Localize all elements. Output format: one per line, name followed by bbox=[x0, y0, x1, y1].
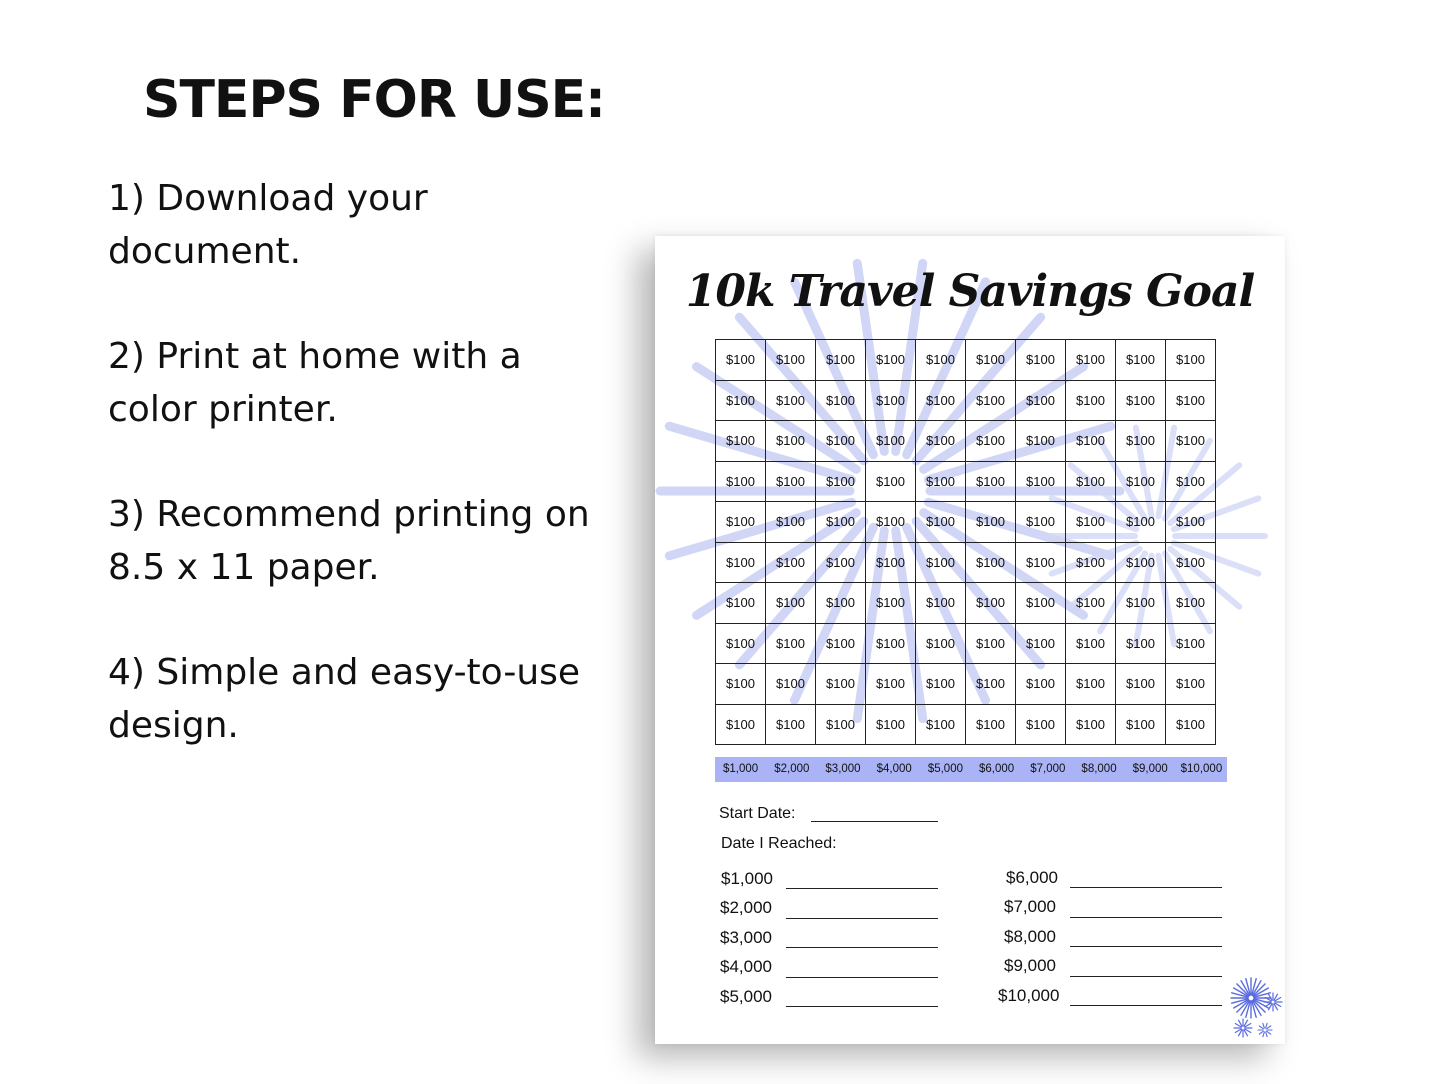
grid-cell: $100 bbox=[766, 502, 816, 543]
grid-cell: $100 bbox=[916, 623, 966, 664]
grid-cell: $100 bbox=[1016, 380, 1066, 421]
reached-amount: $9,000 bbox=[1004, 956, 1056, 975]
grid-row bbox=[716, 664, 1216, 705]
grid-cell: $100 bbox=[1116, 502, 1166, 543]
grid-cell: $100 bbox=[966, 664, 1016, 705]
grid-cell: $100 bbox=[716, 704, 766, 745]
grid-cell: $100 bbox=[1116, 461, 1166, 502]
grid-cell: $100 bbox=[966, 704, 1016, 745]
grid-cell: $100 bbox=[1116, 664, 1166, 705]
milestone-bar bbox=[715, 757, 1227, 782]
grid-cell: $100 bbox=[1116, 421, 1166, 462]
grid-cell: $100 bbox=[1066, 340, 1116, 381]
grid-cell: $100 bbox=[916, 340, 966, 381]
grid-cell: $100 bbox=[1116, 623, 1166, 664]
grid-cell: $100 bbox=[866, 664, 916, 705]
grid-cell: $100 bbox=[916, 542, 966, 583]
grid-cell: $100 bbox=[866, 623, 916, 664]
grid-row bbox=[716, 380, 1216, 421]
grid-cell: $100 bbox=[966, 340, 1016, 381]
grid-cell: $100 bbox=[716, 502, 766, 543]
grid-cell: $100 bbox=[916, 502, 966, 543]
grid-cell: $100 bbox=[866, 502, 916, 543]
grid-cell: $100 bbox=[716, 380, 766, 421]
grid-cell: $100 bbox=[766, 704, 816, 745]
grid-cell: $100 bbox=[1166, 664, 1216, 705]
grid-cell: $100 bbox=[866, 704, 916, 745]
grid-cell: $100 bbox=[866, 461, 916, 502]
grid-cell: $100 bbox=[1066, 380, 1116, 421]
grid-cell: $100 bbox=[1016, 583, 1066, 624]
grid-cell: $100 bbox=[1016, 664, 1066, 705]
grid-row bbox=[716, 542, 1216, 583]
grid-cell: $100 bbox=[866, 421, 916, 462]
grid-cell: $100 bbox=[1066, 502, 1116, 543]
milestone-label: $4,000 bbox=[876, 763, 912, 775]
grid-cell: $100 bbox=[1016, 704, 1066, 745]
grid-cell: $100 bbox=[816, 340, 866, 381]
grid-cell: $100 bbox=[1166, 340, 1216, 381]
grid-cell: $100 bbox=[1066, 623, 1116, 664]
step-2: 2) Print at home with a color printer. bbox=[108, 336, 522, 430]
milestone-label: $5,000 bbox=[927, 763, 963, 775]
reached-amount: $8,000 bbox=[1004, 927, 1056, 946]
grid-cell: $100 bbox=[966, 623, 1016, 664]
grid-cell: $100 bbox=[766, 623, 816, 664]
grid-cell: $100 bbox=[866, 583, 916, 624]
grid-cell: $100 bbox=[766, 340, 816, 381]
grid-cell: $100 bbox=[1166, 623, 1216, 664]
grid-cell: $100 bbox=[916, 664, 966, 705]
steps-list bbox=[108, 172, 618, 804]
grid-cell: $100 bbox=[1016, 461, 1066, 502]
date-reached-label: Date I Reached: bbox=[721, 835, 837, 852]
grid-cell: $100 bbox=[1166, 502, 1216, 543]
reached-line bbox=[786, 1006, 938, 1007]
page-heading: STEPS FOR USE: bbox=[143, 70, 605, 130]
milestone-label: $2,000 bbox=[774, 763, 810, 775]
grid-cell: $100 bbox=[1066, 461, 1116, 502]
milestone-label: $3,000 bbox=[825, 763, 861, 775]
grid-cell: $100 bbox=[866, 340, 916, 381]
grid-row bbox=[716, 502, 1216, 543]
grid-cell: $100 bbox=[766, 542, 816, 583]
milestone-label: $7,000 bbox=[1030, 763, 1066, 775]
grid-cell: $100 bbox=[716, 664, 766, 705]
firework-corner-icon bbox=[1223, 974, 1285, 1044]
grid-cell: $100 bbox=[1016, 542, 1066, 583]
grid-cell: $100 bbox=[1016, 623, 1066, 664]
reached-amount: $2,000 bbox=[720, 898, 772, 917]
reached-amount: $1,000 bbox=[721, 869, 773, 888]
grid-cell: $100 bbox=[766, 421, 816, 462]
grid-row bbox=[716, 704, 1216, 745]
grid-cell: $100 bbox=[816, 664, 866, 705]
grid-cell: $100 bbox=[1166, 380, 1216, 421]
grid-cell: $100 bbox=[716, 542, 766, 583]
grid-row bbox=[716, 583, 1216, 624]
grid-cell: $100 bbox=[816, 704, 866, 745]
grid-cell: $100 bbox=[1116, 583, 1166, 624]
grid-cell: $100 bbox=[866, 380, 916, 421]
grid-cell: $100 bbox=[916, 704, 966, 745]
reached-line bbox=[1070, 946, 1222, 947]
reached-amount: $5,000 bbox=[720, 987, 772, 1006]
grid-row bbox=[716, 340, 1216, 381]
grid-cell: $100 bbox=[1016, 502, 1066, 543]
grid-cell: $100 bbox=[716, 421, 766, 462]
grid-cell: $100 bbox=[1166, 421, 1216, 462]
reached-amount: $3,000 bbox=[720, 928, 772, 947]
milestone-label: $9,000 bbox=[1132, 763, 1168, 775]
grid-cell: $100 bbox=[1066, 664, 1116, 705]
grid-cell: $100 bbox=[816, 461, 866, 502]
grid-row bbox=[716, 421, 1216, 462]
step-3: 3) Recommend printing on 8.5 x 11 paper. bbox=[108, 494, 590, 588]
grid-cell: $100 bbox=[1066, 542, 1116, 583]
grid-cell: $100 bbox=[1016, 340, 1066, 381]
milestone-label: $1,000 bbox=[723, 763, 759, 775]
grid-cell: $100 bbox=[816, 502, 866, 543]
grid-cell: $100 bbox=[1016, 421, 1066, 462]
start-date-line bbox=[811, 821, 938, 822]
grid-cell: $100 bbox=[916, 461, 966, 502]
grid-cell: $100 bbox=[1166, 704, 1216, 745]
grid-cell: $100 bbox=[916, 380, 966, 421]
grid-row bbox=[716, 623, 1216, 664]
grid-cell: $100 bbox=[816, 542, 866, 583]
grid-cell: $100 bbox=[966, 380, 1016, 421]
grid-cell: $100 bbox=[766, 583, 816, 624]
grid-cell: $100 bbox=[1116, 340, 1166, 381]
sheet-title: 10k Travel Savings Goal bbox=[685, 266, 1255, 317]
grid-cell: $100 bbox=[1166, 542, 1216, 583]
reached-amount: $7,000 bbox=[1004, 897, 1056, 916]
milestone-label: $8,000 bbox=[1081, 763, 1117, 775]
grid-cell: $100 bbox=[766, 380, 816, 421]
grid-cell: $100 bbox=[916, 421, 966, 462]
step-4: 4) Simple and easy-to-use design. bbox=[108, 652, 581, 746]
reached-amount: $10,000 bbox=[998, 986, 1060, 1005]
reached-line bbox=[1070, 887, 1222, 888]
grid-cell: $100 bbox=[966, 583, 1016, 624]
grid-cell: $100 bbox=[766, 664, 816, 705]
reached-line bbox=[786, 947, 938, 948]
grid-cell: $100 bbox=[1066, 421, 1116, 462]
grid-cell: $100 bbox=[816, 583, 866, 624]
savings-grid bbox=[715, 339, 1216, 745]
reached-amount: $4,000 bbox=[720, 957, 772, 976]
milestone-label: $6,000 bbox=[979, 763, 1015, 775]
grid-cell: $100 bbox=[1116, 380, 1166, 421]
reached-line bbox=[1070, 917, 1222, 918]
milestone-label: $10,000 bbox=[1180, 763, 1223, 775]
grid-cell: $100 bbox=[716, 623, 766, 664]
grid-cell: $100 bbox=[1166, 461, 1216, 502]
grid-cell: $100 bbox=[816, 421, 866, 462]
grid-cell: $100 bbox=[966, 421, 1016, 462]
grid-cell: $100 bbox=[1116, 542, 1166, 583]
reached-amount: $6,000 bbox=[1006, 868, 1058, 887]
grid-row bbox=[716, 461, 1216, 502]
grid-cell: $100 bbox=[816, 623, 866, 664]
reached-line bbox=[1070, 976, 1222, 977]
savings-sheet-preview bbox=[655, 236, 1285, 1044]
grid-cell: $100 bbox=[1066, 704, 1116, 745]
grid-cell: $100 bbox=[966, 542, 1016, 583]
grid-cell: $100 bbox=[716, 461, 766, 502]
reached-line bbox=[1070, 1005, 1222, 1006]
reached-line bbox=[786, 888, 938, 889]
grid-cell: $100 bbox=[966, 461, 1016, 502]
grid-cell: $100 bbox=[916, 583, 966, 624]
grid-cell: $100 bbox=[766, 461, 816, 502]
reached-line bbox=[786, 918, 938, 919]
reached-line bbox=[786, 977, 938, 978]
grid-cell: $100 bbox=[716, 340, 766, 381]
grid-cell: $100 bbox=[816, 380, 866, 421]
start-date-label: Start Date: bbox=[719, 805, 796, 822]
grid-cell: $100 bbox=[716, 583, 766, 624]
grid-cell: $100 bbox=[1116, 704, 1166, 745]
step-1: 1) Download your document. bbox=[108, 178, 428, 272]
grid-cell: $100 bbox=[866, 542, 916, 583]
grid-cell: $100 bbox=[1066, 583, 1116, 624]
grid-cell: $100 bbox=[966, 502, 1016, 543]
grid-cell: $100 bbox=[1166, 583, 1216, 624]
